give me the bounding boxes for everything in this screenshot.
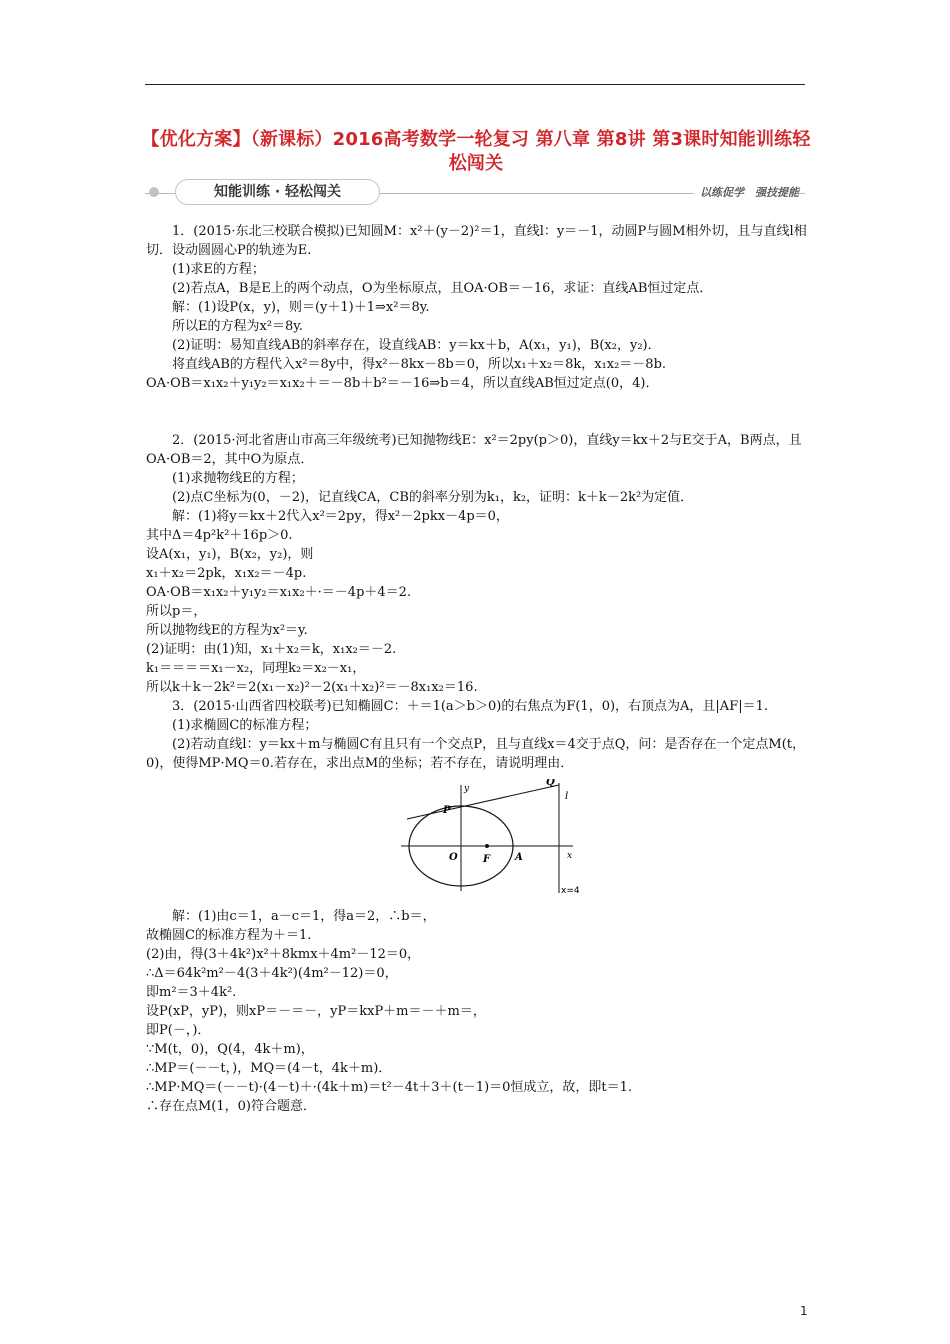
focus-point [485,844,489,848]
problem-3-part-2: (2)若动直线l：y＝kx＋m与椭圆C有且只有一个交点P，且与直线x＝4交于点Q，问：是否存在一个定点M(t，0)，使得MP·MQ＝0.若存在，求出点M的坐标；若不存在，请说明理由． [146,737,806,771]
tangent-line [407,785,559,819]
solution-line: ∵M(t，0)，Q(4，4k＋m)， [146,1042,314,1057]
banner-slogan: 以练促学 强技提能 [694,184,799,200]
label-l: l [565,791,569,802]
top-rule [145,84,805,85]
label-P: P [443,805,451,816]
problem-3-part-1: (1)求椭圆C的标准方程； [172,718,318,733]
solution-line: ∴MP·MQ＝(－－t)·(4－t)＋·(4k＋m)＝t²－4t＋3＋(t－1)＝0恒成立，故，即t＝1. [146,1080,633,1095]
label-x: x [567,851,573,861]
solution-line: ∴Δ＝64k²m²－4(3＋4k²)(4m²－12)＝0， [146,966,398,981]
problem-1-statement: 1．(2015·东北三校联合模拟)已知圆M：x²＋(y－2)²＝1，直线l：y＝－1，动圆P与圆M相外切，且与直线l相切．设动圆圆心P的轨迹为E. [146,224,807,258]
solution-line: (2)证明：易知直线AB的斜率存在，设直线AB：y＝kx＋b，A(x₁，y₁)，B(x₂，y₂)． [172,338,661,353]
solution-line: 其中Δ＝4p²k²＋16p＞0. [146,528,293,543]
problem-2-statement: 2．(2015·河北省唐山市高三年级统考)已知抛物线E：x²＝2py(p＞0)，直线y＝kx＋2与E交于A，B两点，且OA·OB＝2，其中O为原点． [146,433,802,467]
solution-line: 所以p＝， [146,604,207,619]
label-F: F [483,854,491,865]
problem-2-part-2: (2)点C坐标为(0，－2)，记直线CA，CB的斜率分别为k₁，k₂，证明：k＋k－2k²为定值． [172,490,694,505]
banner-dot-icon [149,187,159,197]
ellipse-diagram [401,779,581,897]
label-y: y [464,784,470,794]
label-A: A [515,852,523,863]
page-title: 【优化方案】（新课标）2016高考数学一轮复习 第八章 第8讲 第3课时知能训练轻松闯关 [141,129,811,174]
solution-line: 所以抛物线E的方程为x²＝y. [146,623,308,638]
page-number: 1 [800,1304,808,1318]
solution-line: x₁＋x₂＝2pk，x₁x₂＝－4p. [146,566,307,581]
solution-line: OA·OB＝x₁x₂＋y₁y₂＝x₁x₂＋·＝－4p＋4＝2. [146,585,412,600]
problem-1-part-1: (1)求E的方程； [172,262,265,277]
solution-line: 故椭圆C的标准方程为＋＝1. [146,928,312,943]
solution-line: 解：(1)设P(x，y)，则＝(y＋1)＋1⇒x²＝8y. [172,300,430,315]
solution-line: k₁＝＝＝＝x₁－x₂，同理k₂＝x₂－x₁， [146,661,366,676]
problem-2-part-1: (1)求抛物线E的方程； [172,471,304,486]
problem-1-part-2: (2)若点A，B是E上的两个动点，O为坐标原点，且OA·OB＝－16，求证：直线AB恒过定点． [172,281,713,296]
ellipse-figure [146,779,808,899]
solution-line: 即P(－，)． [146,1023,211,1038]
section-banner [145,178,805,208]
solution-line: 将直线AB的方程代入x²＝8y中，得x²－8kx－8b＝0，所以x₁＋x₂＝8k，x₁x₂＝－8b. [172,357,667,372]
solution-line: OA·OB＝x₁x₂＋y₁y₂＝x₁x₂＋＝－8b＋b²＝－16⇒b＝4，所以直线AB恒过定点(0，4)． [146,376,659,391]
banner-label: 知能训练 · 轻松闯关 [175,179,380,205]
label-x-equals-4: x=4 [561,886,580,896]
label-O: O [449,852,458,863]
solution-line: 所以E的方程为x²＝8y. [172,319,304,334]
solution-line: 解：(1)将y＝kx＋2代入x²＝2py，得x²－2pkx－4p＝0， [172,509,509,524]
solution-line: (2)证明：由(1)知，x₁＋x₂＝k，x₁x₂＝－2. [146,642,397,657]
solution-line: 设A(x₁，y₁)，B(x₂，y₂)，则 [146,547,314,562]
solution-line: ∴MP＝(－－t，)，MQ＝(4－t，4k＋m)． [146,1061,392,1076]
document-body [146,222,808,1116]
problem-3-statement: 3．(2015·山西省四校联考)已知椭圆C：＋＝1(a＞b＞0)的右焦点为F(1，0)，右顶点为A，且|AF|＝1. [172,699,769,714]
solution-line: 设P(xP，yP)，则xP＝－＝－，yP＝kxP＋m＝－＋m＝， [146,1004,486,1019]
solution-line: ∴存在点M(1，0)符合题意． [146,1099,316,1114]
solution-line: (2)由，得(3＋4k²)x²＋8kmx＋4m²－12＝0， [146,947,421,962]
solution-line: 解：(1)由c＝1，a－c＝1，得a＝2，∴b＝， [172,909,436,924]
solution-line: 即m²＝3＋4k². [146,985,237,1000]
solution-line: 所以k＋k－2k²＝2(x₁－x₂)²－2(x₁＋x₂)²＝－8x₁x₂＝16. [146,680,478,695]
label-Q: Q [546,779,555,788]
